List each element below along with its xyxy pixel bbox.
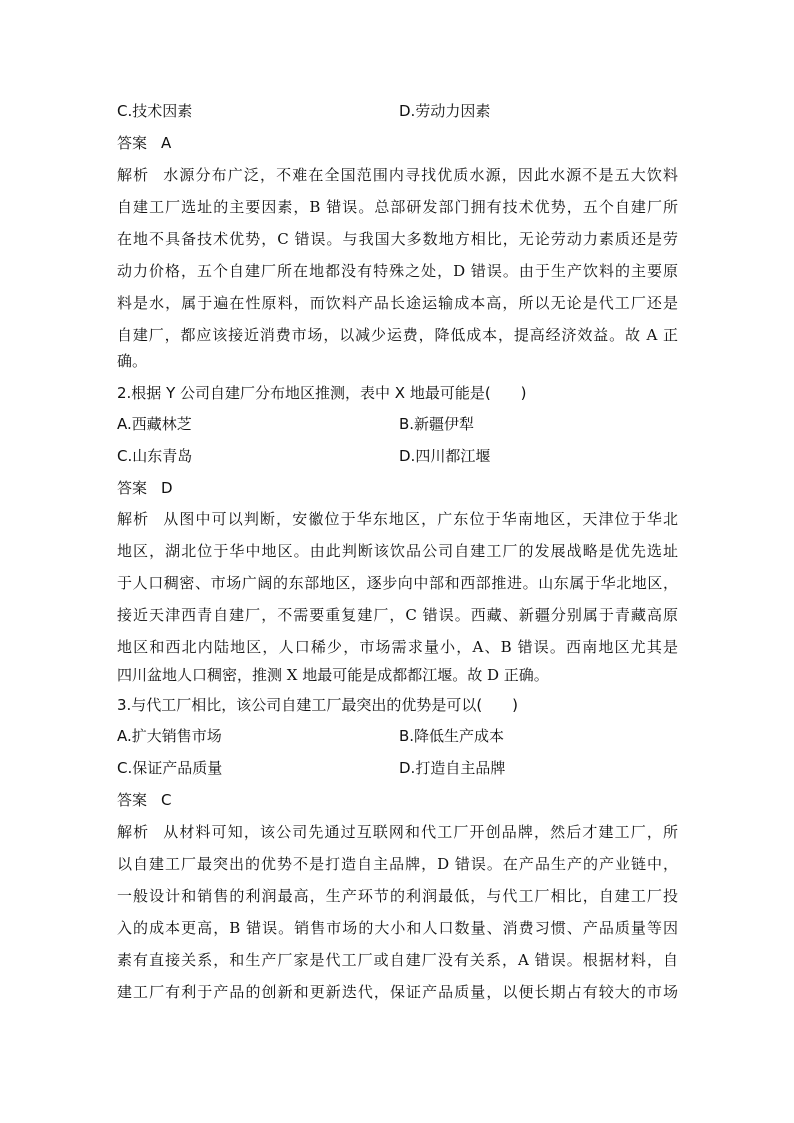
answer-label: 答案 — [117, 479, 148, 497]
q2-answer — [117, 477, 173, 499]
q2-analysis-line-6: 四川盆地人口稠密，推测 X 地最可能是成都都江堰。故 D 正确。 — [117, 666, 549, 684]
q1-analysis-line-3: 在地不具备技术优势，C 错误。与我国大多数地方相比，无论劳动力素质还是劳 — [117, 230, 678, 248]
analysis-label: 解析 — [117, 823, 150, 841]
answer-value: A — [161, 134, 172, 152]
q3-stem: 3.与代工厂相比，该公司自建工厂最突出的优势是可以( ) — [117, 696, 519, 714]
q1-analysis-line-4: 动力价格，五个自建厂所在地都没有特殊之处，D 错误。由于生产饮料的主要原 — [117, 262, 678, 280]
analysis-label: 解析 — [117, 166, 150, 184]
q1-option-d: D.劳动力因素 — [399, 102, 491, 120]
q3-analysis-line-4: 入的成本更高，B 错误。销售市场的大小和人口数量、消费习惯、产品质量等因 — [117, 919, 678, 937]
answer-label: 答案 — [117, 134, 148, 152]
q2-option-b: B.新疆伊犁 — [399, 415, 475, 433]
q1-answer — [117, 132, 171, 154]
q3-option-d: D.打造自主品牌 — [399, 759, 506, 777]
q3-analysis-line-3: 一般设计和销售的利润最高，生产环节的利润最低，与代工厂相比，自建工厂投 — [117, 887, 678, 905]
q1-analysis-line-1: 解析 水源分布广泛，不难在全国范围内寻找优质水源，因此水源不是五大饮料 — [117, 166, 678, 184]
answer-value: C — [161, 791, 172, 809]
q3-option-a: A.扩大销售市场 — [117, 727, 222, 745]
q2-analysis-line-5: 地区和西北内陆地区，人口稀少，市场需求量小，A、B 错误。西南地区尤其是 — [117, 638, 678, 656]
q2-analysis-line-2: 地区，湖北位于华中地区。由此判断该饮品公司自建工厂的发展战略是优先选址 — [117, 542, 678, 560]
q2-analysis-line-1: 解析 从图中可以判断，安徽位于华东地区，广东位于华南地区，天津位于华北 — [117, 510, 678, 528]
q2-analysis-line-3: 于人口稠密、市场广阔的东部地区，逐步向中部和西部推进。山东属于华北地区， — [117, 574, 678, 592]
q1-option-c: C.技术因素 — [117, 102, 193, 120]
q2-stem: 2.根据 Y 公司自建厂分布地区推测，表中 X 地最可能是( ) — [117, 384, 527, 402]
q3-option-b: B.降低生产成本 — [399, 727, 505, 745]
q3-analysis-line-5: 素有直接关系，和生产厂家是代工厂或自建厂没有关系，A 错误。根据材料，自 — [117, 951, 678, 969]
q1-analysis-line-6: 自建厂，都应该接近消费市场，以减少运费，降低成本，提高经济效益。故 A 正 — [117, 326, 678, 344]
q2-option-a: A.西藏林芝 — [117, 415, 192, 433]
q2-option-d: D.四川都江堰 — [399, 447, 491, 465]
q3-option-c: C.保证产品质量 — [117, 759, 223, 777]
q2-analysis-line-4: 接近天津西青自建厂，不需要重复建厂，C 错误。西藏、新疆分别属于青藏高原 — [117, 606, 678, 624]
answer-value: D — [161, 479, 173, 497]
q1-analysis-line-5: 料是水，属于遍在性原料，而饮料产品长途运输成本高，所以无论是代工厂还是 — [117, 294, 678, 312]
q2-option-c: C.山东青岛 — [117, 447, 193, 465]
q3-analysis-line-6: 建工厂有利于产品的创新和更新迭代，保证产品质量，以便长期占有较大的市场 — [117, 983, 678, 1001]
q3-answer — [117, 789, 172, 811]
analysis-label: 解析 — [117, 510, 150, 528]
answer-label: 答案 — [117, 791, 148, 809]
q3-analysis-line-1: 解析 从材料可知，该公司先通过互联网和代工厂开创品牌，然后才建工厂，所 — [117, 823, 678, 841]
q3-analysis-line-2: 以自建工厂最突出的优势不是打造自主品牌，D 错误。在产品生产的产业链中， — [117, 855, 678, 873]
q1-analysis-line-7: 确。 — [117, 352, 148, 370]
q1-analysis-line-2: 自建工厂选址的主要因素，B 错误。总部研发部门拥有技术优势，五个自建厂所 — [117, 198, 678, 216]
